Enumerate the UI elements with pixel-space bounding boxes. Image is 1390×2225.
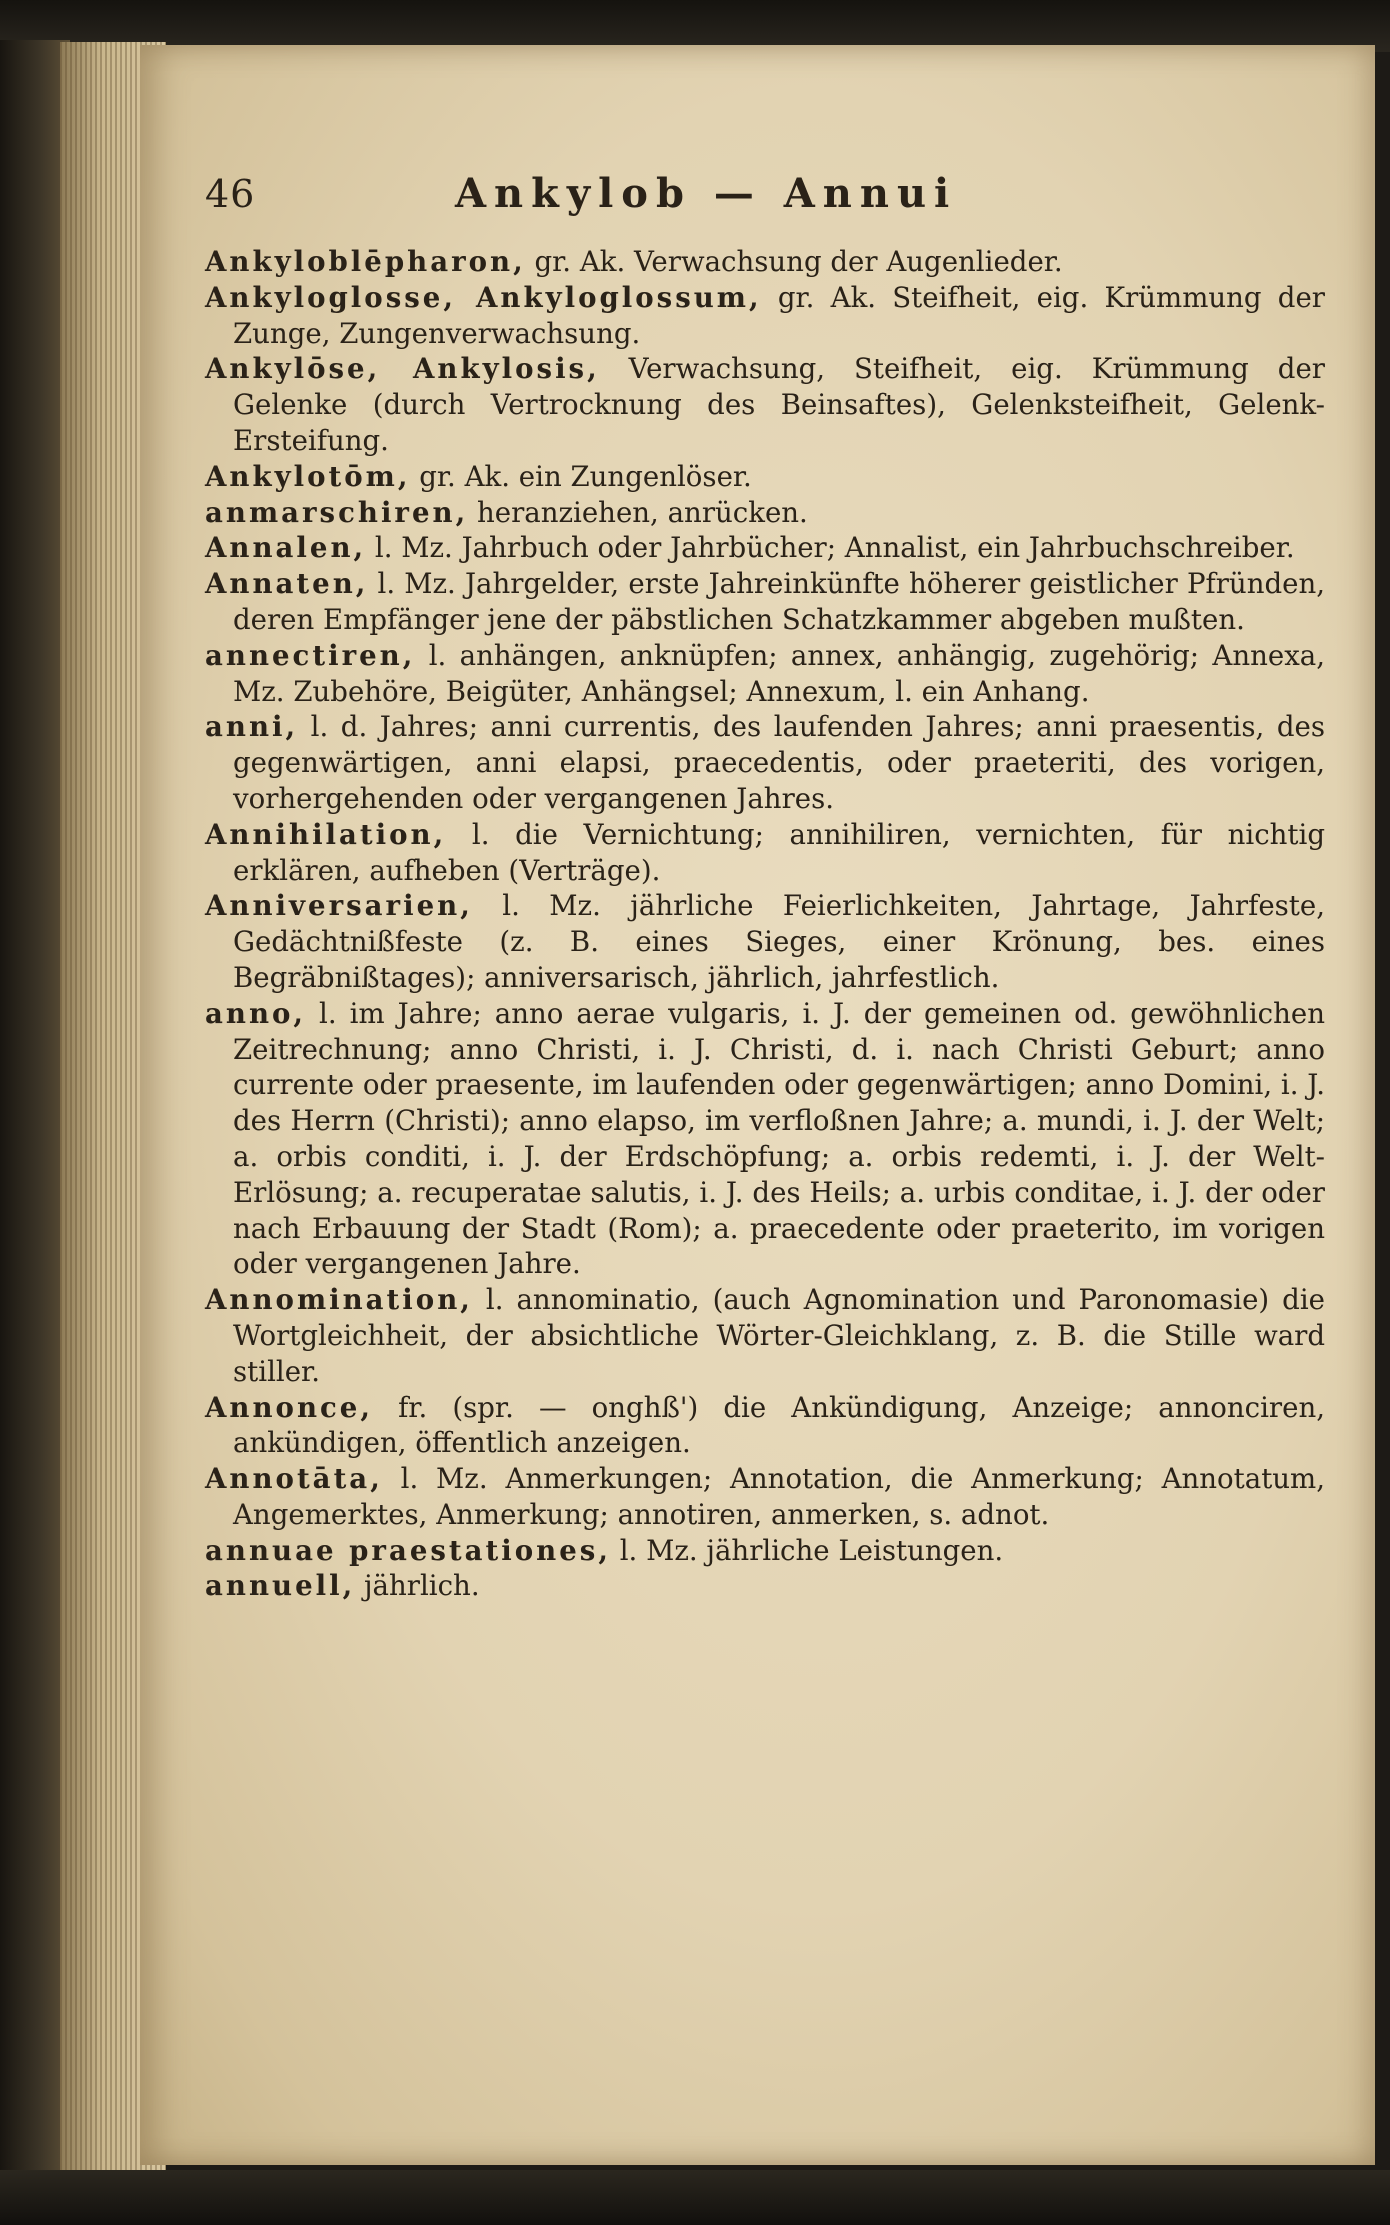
dictionary-entry xyxy=(205,1568,1325,1604)
entry-text: l. annominatio, (auch Agnomination und Paronomasie) die Wortgleichheit, der absichtliche Wörter-Gleichklang, z. B. die Stille ward stiller. xyxy=(233,1283,1325,1388)
entry-text: l. Mz. jährliche Leistungen. xyxy=(610,1533,1004,1567)
dictionary-entry xyxy=(205,351,1325,458)
entry-headword: Ankylotōm, xyxy=(205,459,411,493)
entry-headword: Annomination, xyxy=(205,1283,473,1317)
dictionary-entry xyxy=(205,817,1325,889)
dictionary-entry xyxy=(205,566,1325,638)
dictionary-entry xyxy=(205,280,1325,352)
entry-headword: Ankyloglosse, Ankyloglossum, xyxy=(205,280,762,314)
entry-headword: anni, xyxy=(205,710,299,744)
entry-headword: Annalen, xyxy=(205,531,367,565)
dictionary-entry xyxy=(205,709,1325,816)
dictionary-entry xyxy=(205,638,1325,710)
page-content xyxy=(205,170,1325,1604)
dictionary-entry xyxy=(205,1461,1325,1533)
dictionary-entry xyxy=(205,1390,1325,1462)
entry-text: Verwachsung, Steifheit, eig. Krümmung der Gelenke (durch Vertrocknung des Beinsaftes), Gelenksteifheit, Gelenk-Ersteifung. xyxy=(233,352,1325,457)
entry-text: jährlich. xyxy=(355,1569,480,1603)
dictionary-entry xyxy=(205,495,1325,531)
entry-headword: Anniversarien, xyxy=(205,889,473,923)
bottom-shadow-band xyxy=(0,2170,1390,2225)
dictionary-entry xyxy=(205,888,1325,995)
entry-headword: annectiren, xyxy=(205,638,416,672)
entry-text: l. anhängen, anknüpfen; annex, anhängig, zugehörig; Annexa, Mz. Zubehöre, Beigüter, Anhängsel; Annexum, l. ein Anhang. xyxy=(233,638,1325,708)
entry-text: gr. Ak. ein Zungenlöser. xyxy=(410,459,752,493)
entry-headword: anmarschiren, xyxy=(205,495,469,529)
entry-text: gr. Ak. Steifheit, eig. Krümmung der Zunge, Zungenverwachsung. xyxy=(233,280,1325,350)
entry-text: heranziehen, anrücken. xyxy=(468,495,808,529)
entry-headword: annuae praestationes, xyxy=(205,1533,611,1567)
entry-text: l. Mz. jährliche Feierlichkeiten, Jahrtage, Jahrfeste, Gedächtnißfeste (z. B. eines Sieges, einer Krönung, bes. eines Begräbnißtages); anniversarisch, jährlich, jahrfestlich. xyxy=(233,889,1325,994)
entry-text: fr. (spr. — onghß') die Ankündigung, Anzeige; annonciren, ankündigen, öffentlich anzeigen. xyxy=(233,1390,1325,1460)
entry-text: l. Mz. Jahrgelder, erste Jahreinkünfte höherer geistlicher Pfründen, deren Empfänger jene der päbstlichen Schatzkammer abgeben mußten. xyxy=(233,567,1325,636)
dictionary-entry xyxy=(205,1282,1325,1389)
page-header xyxy=(205,170,1325,240)
dictionary-entry xyxy=(205,244,1325,280)
entry-text: gr. Ak. Verwachsung der Augenlieder. xyxy=(525,245,1063,278)
entry-headword: Ankylōse, Ankylosis, xyxy=(205,352,600,386)
dictionary-entry xyxy=(205,530,1325,566)
entry-text: l. d. Jahres; anni currentis, des laufenden Jahres; anni praesentis, des gegenwärtigen, anni elapsi, praecedentis, oder praeteriti, des vorigen, vorhergehenden oder vergangenen Jahres. xyxy=(233,710,1325,815)
running-head: Ankylob — Annui xyxy=(455,170,958,217)
entry-headword: Annaten, xyxy=(205,567,369,601)
entry-text: l. im Jahre; anno aerae vulgaris, i. J. der gemeinen od. gewöhnlichen Zeitrechnung; anno Christi, i. J. Christi, d. i. nach Christi Geburt; anno currente oder praesente, im laufenden oder gegenwärtigen; anno Domini, i. J. des Herrn (Christi); anno elapso, im verfloßnen Jahre; a. mundi, i. J. der Welt; a. orbis conditi, i. J. der Erdschöpfung; a. orbis redemti, i. J. der Welt-Erlösung; a. recuperatae salutis, i. J. des Heils; a. urbis conditae, i. J. der oder nach Erbauung der Stadt (Rom); a. praecedente oder praeterito, im vorigen oder vergangenen Jahre. xyxy=(233,996,1325,1281)
entry-headword: annuell, xyxy=(205,1569,356,1603)
entry-text: l. Mz. Jahrbuch oder Jahrbücher; Annalist, ein Jahrbuchschreiber. xyxy=(366,531,1295,565)
dictionary-entries xyxy=(205,244,1325,1604)
entry-headword: Annotāta, xyxy=(205,1462,383,1496)
dictionary-entry xyxy=(205,996,1325,1282)
entry-text: l. Mz. Anmerkungen; Annotation, die Anmerkung; Annotatum, Angemerktes, Anmerkung; annotiren, anmerken, s. adnot. xyxy=(233,1462,1325,1531)
entry-headword: anno, xyxy=(205,996,307,1030)
entry-headword: Ankyloblēpharon, xyxy=(205,245,526,278)
dictionary-entry xyxy=(205,459,1325,495)
entry-headword: Annonce, xyxy=(205,1390,373,1424)
entry-headword: Annihilation, xyxy=(205,817,447,851)
dictionary-entry xyxy=(205,1533,1325,1569)
entry-text: l. die Vernichtung; annihiliren, vernichten, für nichtig erklären, aufheben (Verträge). xyxy=(233,817,1325,887)
page-number: 46 xyxy=(205,172,256,216)
